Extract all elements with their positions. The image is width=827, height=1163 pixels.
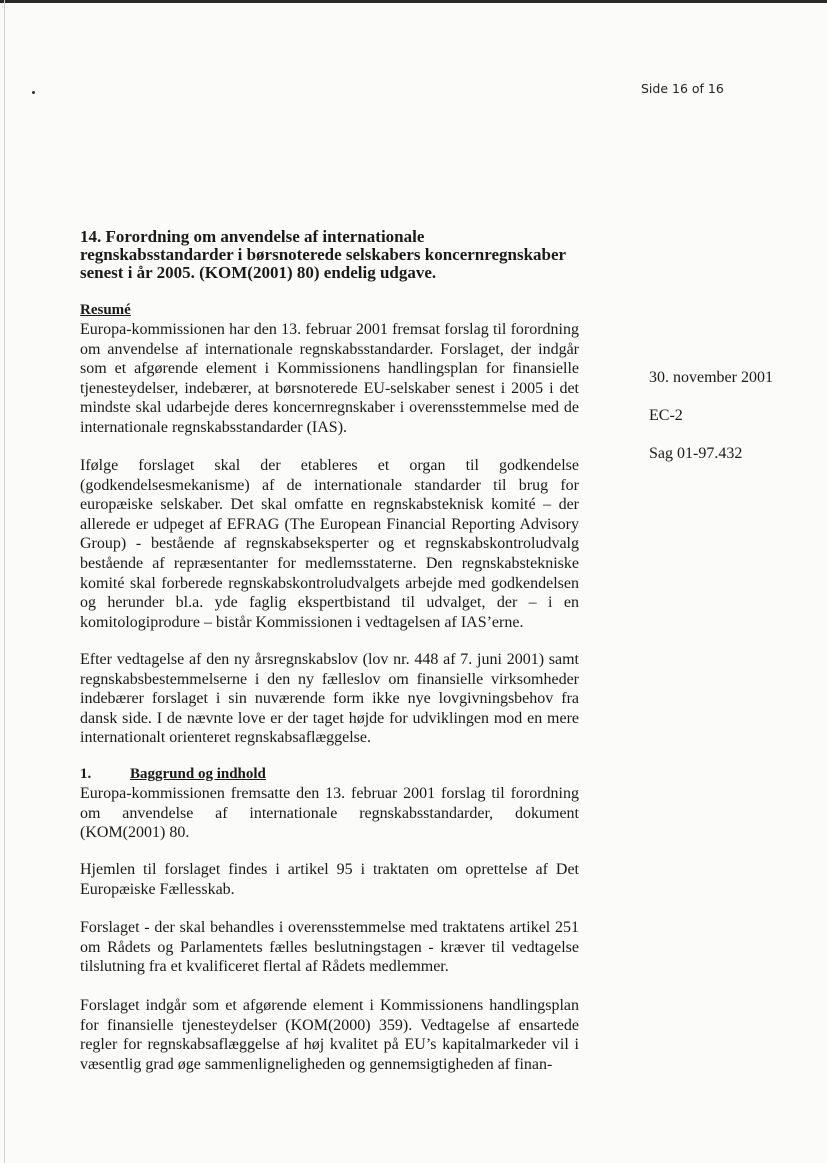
section-1-paragraph-4 bbox=[80, 996, 579, 1074]
paragraph: Forslaget - der skal behandles i overensstemmelse med traktatens artikel 251 om Rådets og Parlamentets fælles beslutningstagen - kræver til vedtagelse tilslutning fra et kvalificeret flertal af Rådets medlemmer. bbox=[80, 919, 579, 976]
section-1-paragraph-1 bbox=[80, 784, 579, 843]
scan-edge-left bbox=[4, 0, 5, 1163]
case-number: Sag 01-97.432 bbox=[649, 445, 743, 462]
section-1-paragraph-3 bbox=[80, 918, 579, 977]
section-number: 1. bbox=[80, 766, 92, 782]
resume-heading-block bbox=[80, 300, 579, 320]
resume-paragraph-1 bbox=[80, 320, 579, 438]
section-1-paragraph-2 bbox=[80, 860, 579, 899]
paragraph: Europa-kommissionen har den 13. februar 2001 fremsat forslag til forordning om anvendelse af internationale regnskabsstandarder. Forslaget, der indgår som et afgørende element i Kommissionens handlingsplan for finansielle tjenesteydelser, indebærer, at børsnoterede EU-selskaber senest i 2005 i det mindste skal udarbejde deres koncernregnskaber i overensstemmelse med de internationale regnskabsstandarder (IAS). bbox=[80, 321, 579, 436]
paragraph: Europa-kommissionen fremsatte den 13. februar 2001 forslag til forordning om anvendelse af internationale regnskabsstandarder, dokument (KOM(2001) 80. bbox=[80, 785, 579, 842]
page-number: Side 16 of 16 bbox=[641, 81, 724, 96]
committee-code: EC-2 bbox=[649, 407, 683, 424]
section-1-heading bbox=[80, 764, 579, 784]
resume-heading: Resumé bbox=[80, 302, 131, 318]
side-info bbox=[649, 369, 773, 483]
paragraph: Hjemlen til forslaget findes i artikel 95 i traktaten om oprettelse af Det Europæiske Fællesskab. bbox=[80, 861, 579, 898]
document-date: 30. november 2001 bbox=[649, 369, 773, 386]
section-title: Baggrund og indhold bbox=[130, 766, 266, 782]
scan-edge-top bbox=[0, 0, 827, 3]
paragraph: Forslaget indgår som et afgørende element i Kommissionens handlingsplan for finansielle tjenesteydelser (KOM(2000) 359). Vedtagelse af ensartede regler for regnskabsaflæggelse af høj kvalitet på EU’s kapitalmarkeder vil i væsentlig grad øge sammenligneligheden og gennemsigtigheden af finan- bbox=[80, 997, 579, 1073]
paragraph: Efter vedtagelse af den ny årsregnskabslov (lov nr. 448 af 7. juni 2001) samt regnskabsbestemmelserne i den ny fælleslov om finansielle virksomheder indebærer forslaget i sin nuværende form ikke nye lovgivningsbehov fra dansk side. I de nævnte love er der taget højde for udviklingen mod en mere internationalt orienteret regnskabsaflæggelse. bbox=[80, 651, 579, 747]
document-title: 14. Forordning om anvendelse af internationale regnskabsstandarder i børsnoterede selskabers koncernregnskaber senest i år 2005. (KOM(2001) 80) endelig udgave. bbox=[80, 227, 566, 282]
resume-paragraph-3 bbox=[80, 650, 579, 748]
resume-paragraph-2 bbox=[80, 456, 579, 632]
scan-speck bbox=[32, 91, 35, 94]
paragraph: Ifølge forslaget skal der etableres et organ til godkendelse (godkendelsesmekanisme) af de internationale standarder til brug for europæiske selskaber. Det skal omfatte en regnskabsteknisk komité – der allerede er udpeget af EFRAG (The European Financial Reporting Advisory Group) - bestående af regnskabseksperter og et regnskabskontroludvalg bestående af repræsentanter for medlemsstaterne. Den regnskabstekniske komité skal forberede regnskabskontroludvalgets arbejde med godkendelsen og herunder bl.a. yde faglig ekspertbistand til udvalget, der – i en komitologiprodure – bistår Kommissionen i vedtagelsen af IAS’erne. bbox=[80, 457, 579, 631]
